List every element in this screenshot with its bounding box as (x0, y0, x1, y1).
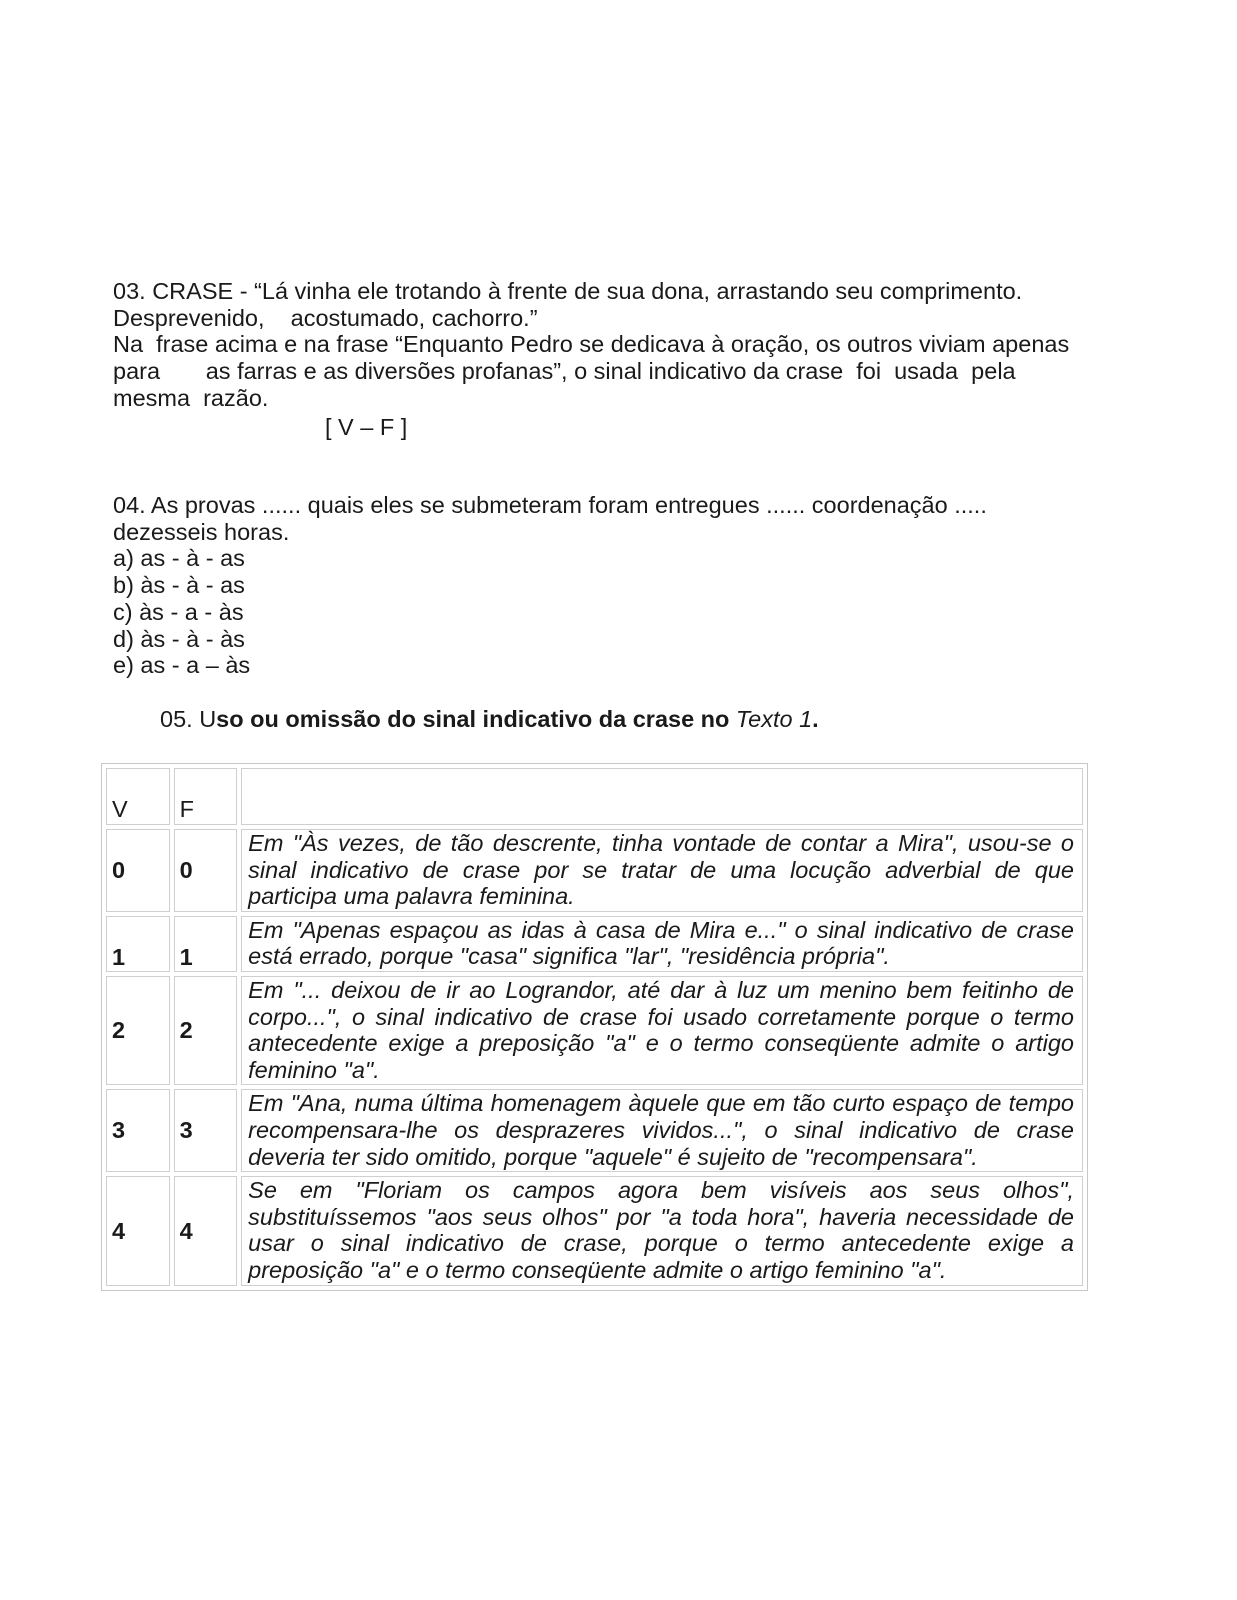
q4-option-e: e) as - a – às (113, 652, 251, 679)
q5-title-italic: Texto 1 (735, 706, 813, 732)
q3-line-5: mesma razão. (113, 384, 269, 411)
table-row (106, 916, 1083, 972)
q3-line-4: para as farras e as diversões profanas”, o sinal indicativo da crase foi usada pela (113, 358, 1016, 385)
row-v-number: 0 (106, 829, 170, 912)
q5-title-bold: so ou omissão do sinal indicativo da crase no (216, 706, 730, 732)
row-statement: Em "Apenas espaçou as idas à casa de Mira e..." o sinal indicativo de crase está errado, porque "casa" significa "lar", "residência própria". (241, 916, 1083, 972)
row-f-number: 2 (174, 976, 238, 1085)
q4-stem-line-1: 04. As provas ...... quais eles se submeteram foram entregues ...... coordenação ..... (113, 492, 987, 518)
header-f: F (174, 768, 238, 825)
vf-table (101, 763, 1088, 1291)
q5-title-end: . (812, 706, 819, 732)
row-v-number: 2 (106, 976, 170, 1085)
q3-line-2: Desprevenido, acostumado, cachorro.” (113, 304, 538, 331)
row-v-number: 1 (106, 916, 170, 972)
row-f-number: 4 (174, 1176, 238, 1285)
q5-number: 05. U (160, 706, 217, 732)
header-statement (241, 768, 1083, 825)
row-v-number: 3 (106, 1089, 170, 1172)
row-f-number: 0 (174, 829, 238, 912)
question-03 (113, 278, 1113, 440)
row-statement: Em "Às vezes, de tão descrente, tinha vontade de contar a Mira", usou-se o sinal indicativo de crase por se tratar de uma locução adverbial de que participa uma palavra feminina. (241, 829, 1083, 912)
row-statement: Em "... deixou de ir ao Lograndor, até dar à luz um menino bem feitinho de corpo...", o sinal indicativo de crase foi usado corretamente porque o termo antecedente exige a preposição "a" e o termo conseqüente admite o artigo feminino "a". (241, 976, 1083, 1085)
row-statement: Se em "Floriam os campos agora bem visíveis aos seus olhos", substituíssemos "aos seus olhos" por "a toda hora", haveria necessidade de usar o sinal indicativo de crase, porque o termo antecedente exige a preposição "a" e o termo conseqüente admite o artigo feminino "a". (241, 1176, 1083, 1285)
question-04 (113, 492, 1113, 679)
q4-option-a: a) as - à - as (113, 545, 245, 572)
q3-vf-label: [ V – F ] (325, 413, 408, 440)
row-f-number: 3 (174, 1089, 238, 1172)
q4-option-d: d) às - à - às (113, 625, 245, 652)
header-v: V (106, 768, 170, 825)
q3-line-3: Na frase acima e na frase “Enquanto Pedro se dedicava à oração, os outros viviam apenas (113, 331, 1070, 358)
q4-option-b: b) às - à - as (113, 572, 245, 599)
q4-stem-line-2: dezesseis horas. (113, 518, 290, 545)
row-f-number: 1 (174, 916, 238, 972)
table-row (106, 829, 1083, 912)
q4-option-c: c) às - a - às (113, 598, 244, 625)
table-header-row (106, 768, 1083, 825)
table-row (106, 1089, 1083, 1172)
row-v-number: 4 (106, 1176, 170, 1285)
table-row (106, 976, 1083, 1085)
row-statement: Em "Ana, numa última homenagem àquele que em tão curto espaço de tempo recompensara-lhe os desprazeres vividos...", o sinal indicativo de crase deveria ter sido omitido, porque "aquele" é sujeito de "recompensara". (241, 1089, 1083, 1172)
q3-line-1: 03. CRASE - “Lá vinha ele trotando à frente de sua dona, arrastando seu comprimento. (113, 278, 1023, 304)
table-row (106, 1176, 1083, 1285)
question-05-title (160, 706, 1060, 733)
